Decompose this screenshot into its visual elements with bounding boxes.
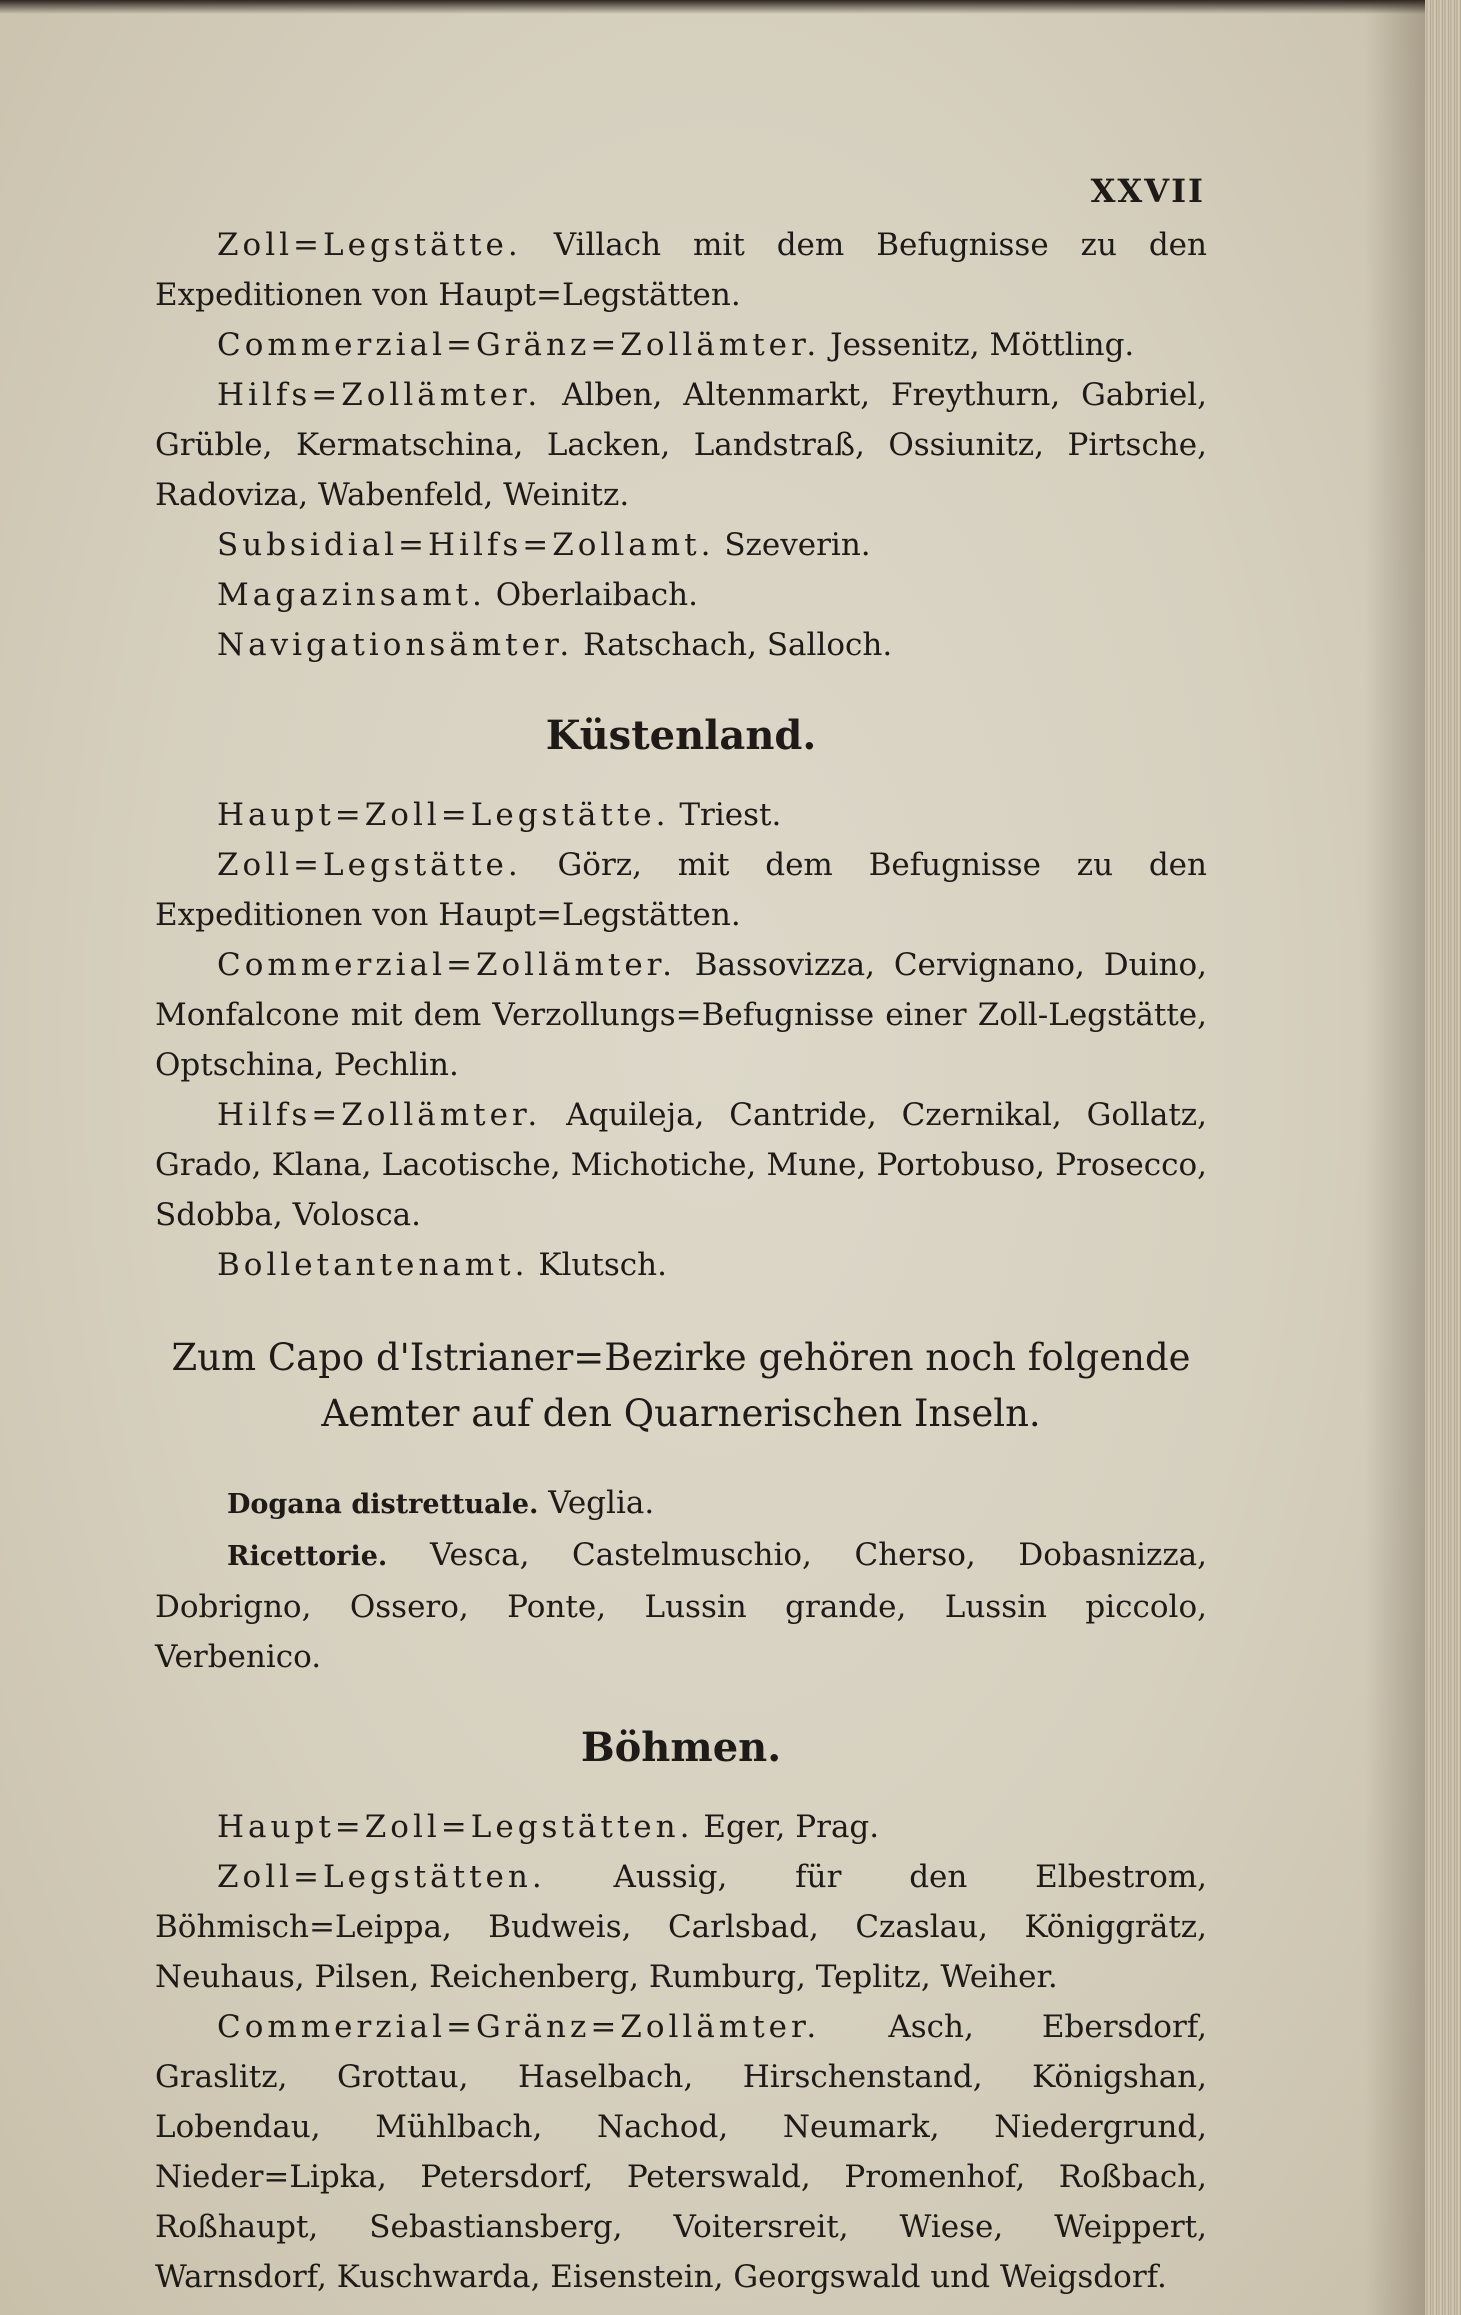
entry-text: Villach mit dem Befugnisse zu den Expeditionen von Haupt=Legstätten.	[155, 227, 1207, 313]
entry-subsidial-hilfs-zollamt	[155, 520, 1207, 570]
entry-ricettorie	[155, 1530, 1207, 1682]
entry-hilfs-zollaemter-kuestenland	[155, 1090, 1207, 1240]
entry-text: Alben, Altenmarkt, Freythurn, Gabriel, Grüble, Kermatschina, Lacken, Landstraß, Ossiunitz, Pirtsche, Radoviza, Wabenfeld, Weinitz.	[155, 377, 1207, 513]
entry-label: Zoll=Legstätten.	[217, 1859, 546, 1895]
entry-haupt-zoll-legstaetten	[155, 1802, 1207, 1852]
entry-text: Triest.	[679, 797, 782, 833]
entry-text: Bassovizza, Cervignano, Duino, Monfalcone mit dem Verzollungs=Befugnisse einer Zoll-Legstätte, Optschina, Pechlin.	[155, 947, 1207, 1083]
entry-text: Aquileja, Cantride, Czernikal, Gollatz, Grado, Klana, Lacotische, Michotiche, Mune, Portobuso, Prosecco, Sdobba, Volosca.	[155, 1097, 1207, 1233]
entry-label: Commerzial=Gränz=Zollämter.	[217, 2009, 821, 2045]
entry-label: Haupt=Zoll=Legstätte.	[217, 797, 670, 833]
entry-label: Bolletantenamt.	[217, 1247, 529, 1283]
entry-label: Haupt=Zoll=Legstätten.	[217, 1809, 694, 1845]
entry-text: Jessenitz, Möttling.	[830, 327, 1135, 363]
entry-text: Ratschach, Salloch.	[583, 627, 893, 663]
entry-commerzial-graenz-zollaemter-boehmen	[155, 2002, 1207, 2302]
gutter-shadow	[1365, 0, 1425, 2315]
book-page-edges	[1425, 0, 1461, 2315]
entry-text: Aussig, für den Elbestrom, Böhmisch=Leippa, Budweis, Carlsbad, Czaslau, Königgrätz, Neuhaus, Pilsen, Reichenberg, Rumburg, Teplitz, Weiher.	[155, 1859, 1207, 1995]
section-title-boehmen: Böhmen.	[580, 1724, 782, 1771]
entry-label: Ricettorie.	[227, 1541, 388, 1572]
section-title-kuestenland: Küstenland.	[545, 712, 817, 759]
entry-zoll-legstaette	[155, 220, 1207, 320]
entry-haupt-zoll-legstaette	[155, 790, 1207, 840]
entry-text: Oberlaibach.	[495, 577, 698, 613]
scan-top-edge	[0, 0, 1425, 14]
entry-zoll-legstaette-goerz	[155, 840, 1207, 940]
entry-text: Asch, Ebersdorf, Graslitz, Grottau, Haselbach, Hirschenstand, Königshan, Lobendau, Mühlbach, Nachod, Neumark, Niedergrund, Nieder=Lipka, Petersdorf, Peterswald, Promenhof, Roßbach, Roßhaupt, Sebastiansberg, Voitersreit, Wiese, Weippert, Warnsdorf, Kuschwarda, Eisenstein, Georgswald und Weigsdorf.	[155, 2009, 1207, 2295]
entry-commerzial-zollaemter	[155, 940, 1207, 1090]
entry-text: Eger, Prag.	[703, 1809, 880, 1845]
note-heading-quarnerische-inseln: Zum Capo d'Istrianer=Bezirke gehören noch folgende Aemter auf den Quarnerischen Inseln.	[171, 1336, 1191, 1435]
entry-zoll-legstaetten	[155, 1852, 1207, 2002]
entry-label: Dogana distrettuale.	[227, 1489, 539, 1520]
entry-dogana-distrettuale	[155, 1478, 1207, 1530]
entry-magazinsamt	[155, 570, 1207, 620]
entry-label: Zoll=Legstätte.	[217, 227, 522, 263]
entry-commerzial-graenz-zollaemter	[155, 320, 1207, 370]
entry-hilfs-zollaemter	[155, 370, 1207, 520]
entry-text: Veglia.	[548, 1485, 655, 1521]
entry-label: Magazinsamt.	[217, 577, 486, 613]
entry-label: Hilfs=Zollämter.	[217, 1097, 542, 1133]
entry-label: Subsidial=Hilfs=Zollamt.	[217, 527, 715, 563]
entry-text: Vesca, Castelmuschio, Cherso, Dobasnizza, Dobrigno, Ossero, Ponte, Lussin grande, Lussin piccolo, Verbenico.	[155, 1537, 1207, 1675]
entry-label: Commerzial=Zollämter.	[217, 947, 676, 983]
entry-bolletantenamt	[155, 1240, 1207, 1290]
entry-label: Navigationsämter.	[217, 627, 574, 663]
entry-label: Commerzial=Gränz=Zollämter.	[217, 327, 821, 363]
entry-text: Görz, mit dem Befugnisse zu den Expeditionen von Haupt=Legstätten.	[155, 847, 1207, 933]
entry-label: Zoll=Legstätte.	[217, 847, 522, 883]
page-text	[155, 170, 1207, 2302]
entry-text: Klutsch.	[538, 1247, 667, 1283]
page-number: XXVII	[1090, 172, 1205, 210]
entry-text: Szeverin.	[724, 527, 871, 563]
entry-label: Hilfs=Zollämter.	[217, 377, 542, 413]
entry-navigationsaemter	[155, 620, 1207, 670]
